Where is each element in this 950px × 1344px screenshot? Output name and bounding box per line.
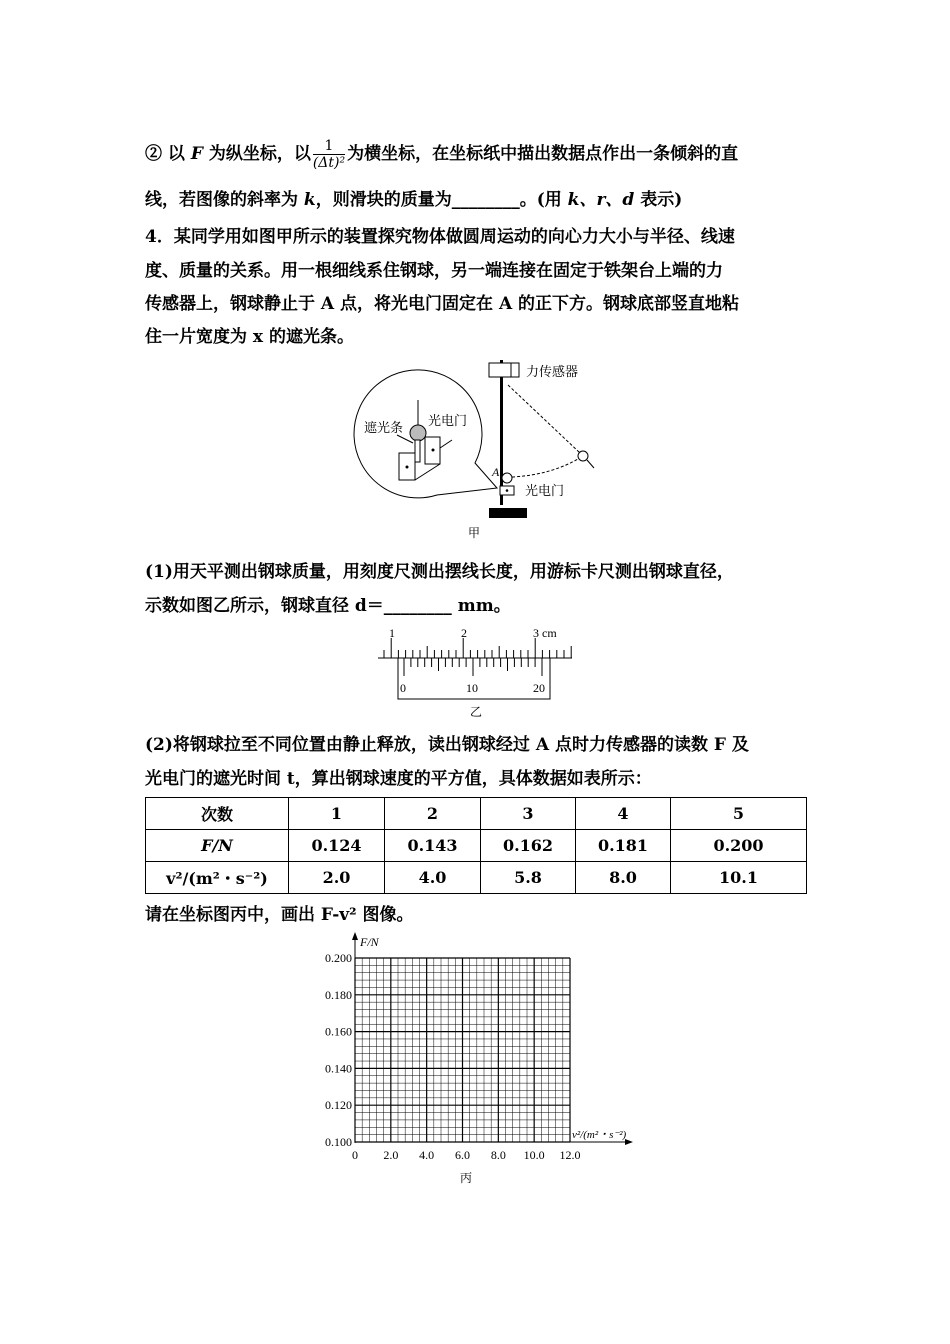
- stand-base: [489, 508, 527, 518]
- svg-text:2: 2: [461, 626, 467, 640]
- q4-part2-1: (2)将钢球拉至不同位置由静止释放，读出钢球经过 A 点时力传感器的读数 F 及: [145, 735, 749, 755]
- y-tick-label: 0.180: [325, 987, 352, 1002]
- table-header-row: 次数 1 2 3 4 5: [146, 798, 807, 830]
- svg-text:甲: 甲: [468, 526, 481, 540]
- q3-item2-line1: ② 以 F 为纵坐标，以 $\frac{1}{\text{(Δt)²}}$ 为横坐标，在坐标纸中描出数据点作出一条倾斜的直: [145, 138, 739, 171]
- table-row: F/N 0.124 0.143 0.162 0.181 0.200: [146, 830, 807, 862]
- svg-text:1: 1: [389, 626, 395, 640]
- svg-text:乙: 乙: [470, 705, 483, 719]
- svg-text:遮光条: 遮光条: [364, 420, 404, 435]
- data-table: [145, 797, 807, 894]
- y-tick-label: 0.160: [325, 1024, 352, 1039]
- q3-item2-line2: 线，若图像的斜率为 k，则滑块的质量为________。(用 k、r、d 表示): [145, 190, 683, 210]
- q4-intro-4: 住一片宽度为 x 的遮光条。: [145, 327, 354, 347]
- y-tick-label: 0.140: [325, 1061, 352, 1076]
- svg-text:光电门: 光电门: [428, 413, 468, 428]
- q4-part2-2: 光电门的遮光时间 t，算出钢球速度的平方值，具体数据如表所示：: [145, 769, 652, 789]
- q4-intro-3: 传感器上，钢球静止于 A 点，将光电门固定在 A 的正下方。钢球底部竖直地粘: [145, 294, 740, 314]
- svg-text:0: 0: [400, 681, 406, 695]
- svg-text:20: 20: [533, 681, 545, 695]
- x-tick-label: 0: [352, 1148, 358, 1162]
- y-tick-label: 0.120: [325, 1098, 352, 1113]
- y-tick-label: 0.100: [325, 1135, 352, 1149]
- x-tick-label: 6.0: [455, 1148, 470, 1162]
- x-tick-label: 12.0: [559, 1148, 581, 1162]
- sensor-label: 力传感器: [526, 364, 579, 379]
- q4-instruction: 请在坐标图丙中，画出 F-v² 图像。: [145, 905, 414, 925]
- x-tick-label: 4.0: [419, 1148, 435, 1162]
- stand-pole: [500, 360, 503, 505]
- fraction: $\frac{1}{\text{(Δt)²}}$: [312, 138, 346, 171]
- table-row: v²/(m²・s⁻²) 2.0 4.0 5.8 8.0 10.1: [146, 862, 807, 894]
- figure-jia: [340, 355, 620, 540]
- q4-part1-1: (1)用天平测出钢球质量，用刻度尺测出摆线长度，用游标卡尺测出钢球直径，: [145, 562, 734, 582]
- x-axis-label: v²/(m²・s⁻²): [572, 1129, 627, 1141]
- q4-intro-1: 4．某同学用如图甲所示的装置探究物体做圆周运动的向心力大小与半径、线速: [145, 227, 735, 247]
- y-axis-label: F/N: [360, 935, 379, 949]
- y-tick-label: 0.200: [325, 951, 352, 965]
- figure-yi-vernier: [370, 620, 580, 720]
- svg-text:A: A: [492, 465, 500, 479]
- x-tick-label: 2.0: [383, 1148, 399, 1162]
- x-tick-label: 10.0: [523, 1148, 545, 1162]
- svg-text:3 cm: 3 cm: [533, 626, 557, 640]
- svg-text:光电门: 光电门: [525, 483, 565, 498]
- ball-at-a: [502, 473, 512, 483]
- figure-caption: 丙: [460, 1171, 473, 1185]
- q4-intro-2: 度、质量的关系。用一根细线系住钢球，另一端连接在固定于铁架台上端的力: [145, 261, 723, 281]
- svg-text:10: 10: [466, 681, 478, 695]
- x-tick-label: 8.0: [490, 1148, 506, 1162]
- q4-part1-2: 示数如图乙所示，钢球直径 d＝________ mm。: [145, 596, 511, 616]
- ball-swung: [578, 451, 588, 461]
- figure-bing-grid: [300, 930, 650, 1190]
